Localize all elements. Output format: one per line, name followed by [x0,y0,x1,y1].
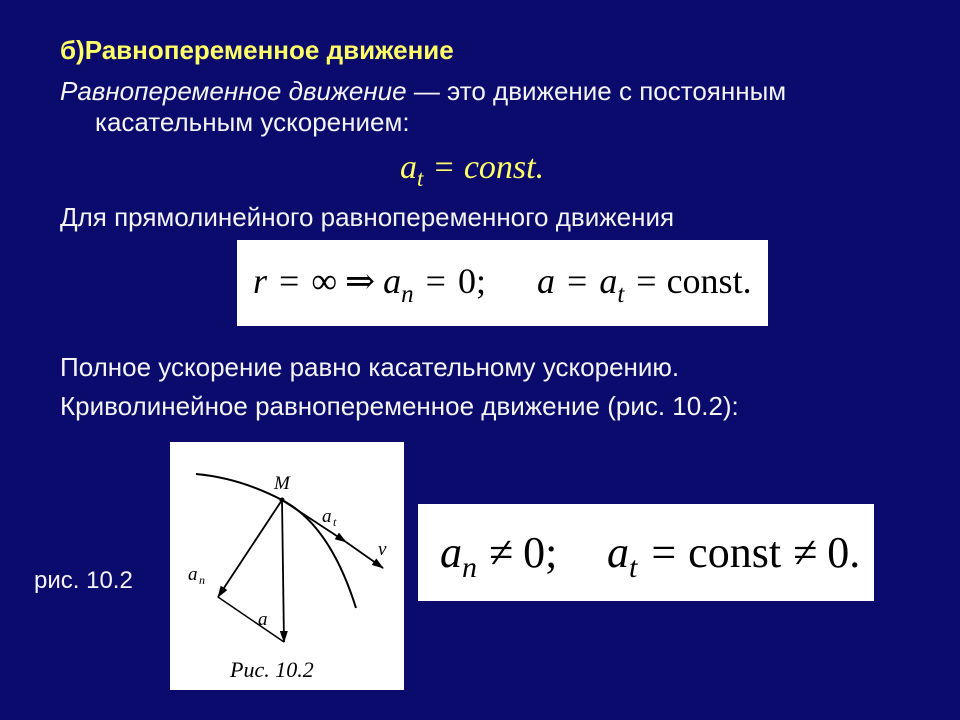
figure-caption: Рис. 10.2 [230,657,314,682]
math-token: 0. [827,528,861,577]
curved-formula-left [440,529,557,582]
straight-motion-text: Для прямолинейного равнопеременного движения [60,202,675,232]
math-token: a [383,261,402,301]
math-token: ∞ [311,261,337,301]
math-subscript: t [629,551,638,584]
math-token: a [599,261,618,301]
slide-title: б)Равнопеременное движение [60,35,454,65]
curvilinear-formula-box [418,504,874,601]
full-acceleration-text: Полное ускорение равно касательному ускорению. [60,352,680,382]
math-token: const [688,528,782,577]
curvilinear-motion-text: Криволинейное равнопеременное движение (рис. 10.2): [60,391,739,421]
math-token: = [279,261,300,301]
math-token: = [651,528,677,577]
formula-const-part: = const. [432,149,545,186]
definition-line-2: касательным ускорением: [95,107,410,137]
figure-10-2-drawing [170,442,404,690]
point-m-dot [280,498,285,503]
curved-formula-right [607,529,860,582]
math-subscript: n [401,281,414,308]
math-token: ≠ [489,528,514,577]
formula-a-symbol: a [400,149,417,186]
normal-acceleration-vector [218,500,282,597]
formula-t-subscript: t [417,166,424,191]
math-token: const. [666,261,752,301]
tangential-acceleration-vector [282,500,346,542]
math-token: a [537,261,555,301]
math-token: ⇒ [345,261,376,301]
math-subscript: n [462,551,477,584]
figure-reference-label: рис. 10.2 [34,567,133,594]
math-token: 0; [457,261,486,301]
trajectory-arc [196,474,356,608]
straight-formula-left [253,261,486,306]
figure-10-2-box [170,442,404,690]
velocity-label: v [378,539,387,560]
total-acceleration-vector [282,500,284,642]
math-token: ≠ [793,528,818,577]
math-subscript: t [617,281,625,308]
math-token: = [425,261,446,301]
math-token: 0; [523,528,558,577]
parallelogram-side-line [218,597,284,642]
straight-formula-right [537,261,752,306]
math-token: a [440,528,462,577]
tangential-label-subscript: t [333,515,337,529]
math-token: = [636,261,657,301]
math-token: a [607,528,629,577]
math-token: = [567,261,588,301]
total-acceleration-label: a [258,609,268,630]
definition-text: — это движение с постоянным [413,76,787,106]
straight-motion-formula-box [237,240,768,326]
definition-line-1 [60,76,786,106]
point-m-label: M [274,473,290,494]
definition-term: Равнопеременное движение [60,76,407,106]
math-token: r [253,261,268,301]
normal-label-base: a [188,564,198,585]
tangential-label-base: a [322,506,332,527]
tangential-acceleration-formula [400,148,544,191]
normal-label-subscript: n [199,573,205,587]
